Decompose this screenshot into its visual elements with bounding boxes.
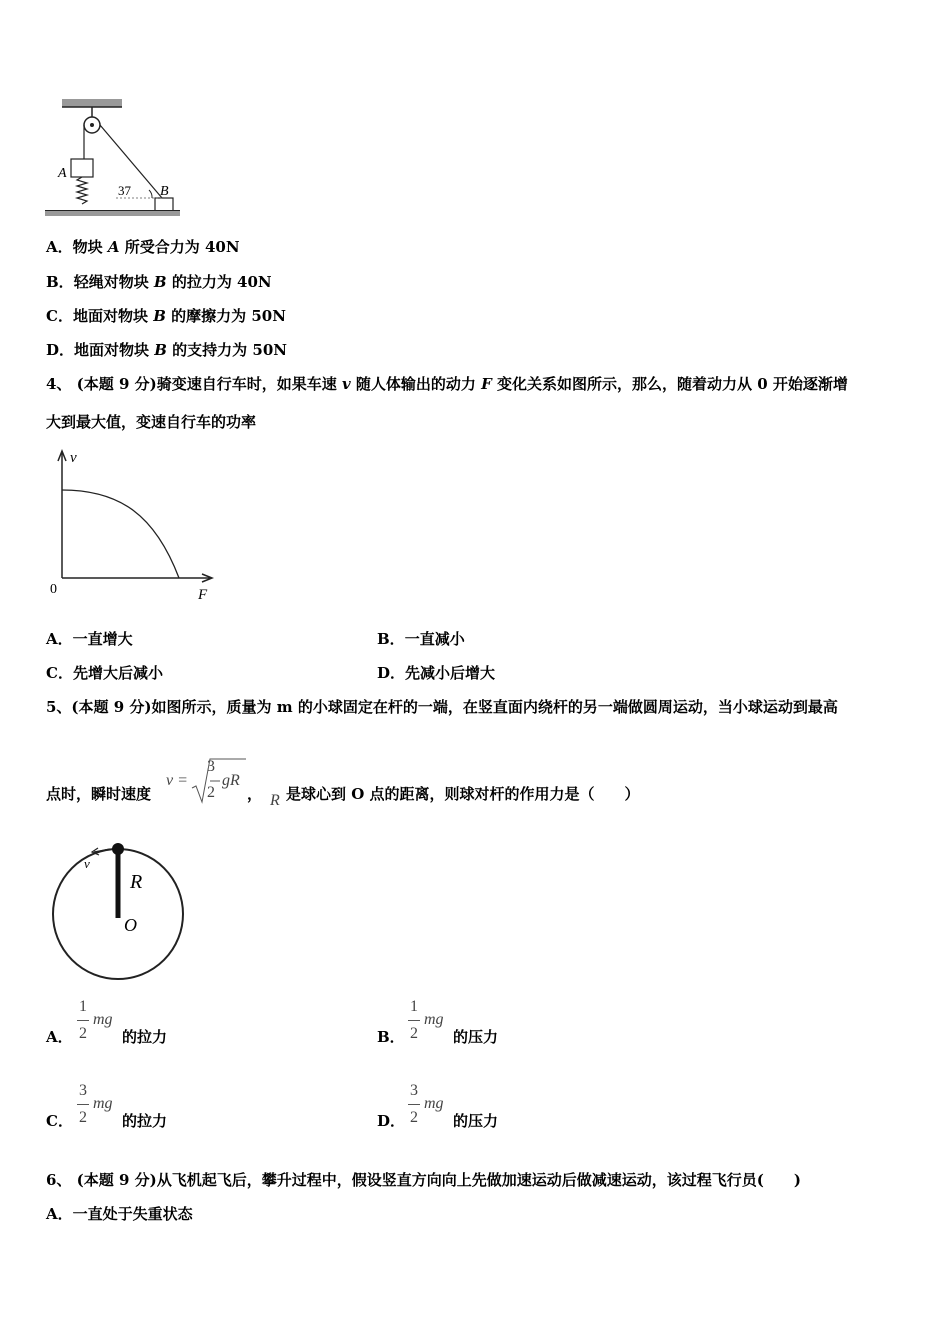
pulley-spring-figure	[40, 95, 190, 225]
figure-label-b: B	[160, 184, 169, 199]
q3-option-d[interactable]: D．地面对物块 B 的支持力为 50N	[46, 341, 287, 359]
graph-origin-label: 0	[50, 582, 57, 597]
velocity-force-graph	[40, 445, 230, 605]
figure-label-r: R	[130, 871, 143, 893]
q4-option-b[interactable]: B．一直减小	[377, 630, 465, 648]
q5-stem-line2-start: 点时，瞬时速度	[46, 785, 152, 803]
sqrt-sign	[190, 756, 250, 806]
figure-label-o: O	[124, 915, 137, 935]
q4-stem-line1: 4、 (本题 9 分)骑变速自行车时，如果车速 v 随人体输出的动力 F 变化关系如图所示，那么，随着动力从 0 开始逐渐增	[46, 375, 848, 393]
q5-stem-line1: 5、(本题 9 分)如图所示，质量为 m 的小球固定在杆的一端，在竖直面内绕杆的另一端做圆周运动，当小球运动到最高	[46, 698, 838, 716]
figure-label-v: v	[84, 856, 90, 871]
q3-option-b[interactable]: B．轻绳对物块 B 的拉力为 40N	[46, 273, 272, 291]
q5-stem-line2-end: 是球心到 O 点的距离，则球对杆的作用力是（ ）	[286, 785, 640, 803]
figure-label-angle: 37	[118, 183, 131, 198]
q4-option-a[interactable]: A．一直增大	[46, 630, 133, 648]
q4-stem-line2: 大到最大值，变速自行车的功率	[46, 413, 257, 431]
figure-label-a: A	[58, 166, 67, 181]
q4-option-d[interactable]: D．先减小后增大	[377, 664, 496, 682]
q6-stem-line1: 6、 (本题 9 分)从飞机起飞后，攀升过程中，假设竖直方向向上先做加速运动后做减速运动，该过程飞行员( )	[46, 1171, 801, 1189]
q4-option-c[interactable]: C．先增大后减小	[46, 664, 163, 682]
q3-option-c[interactable]: C．地面对物块 B 的摩擦力为 50N	[46, 307, 286, 325]
q6-option-a[interactable]: A．一直处于失重状态	[46, 1205, 193, 1223]
circular-motion-figure	[44, 838, 192, 986]
graph-x-label: F	[198, 587, 208, 603]
q5-r-symbol: R	[270, 792, 280, 809]
q5-comma: ，	[247, 785, 263, 803]
graph-y-label: v	[70, 450, 77, 466]
q3-option-a[interactable]: A．物块 A 所受合力为 40N	[46, 238, 240, 256]
